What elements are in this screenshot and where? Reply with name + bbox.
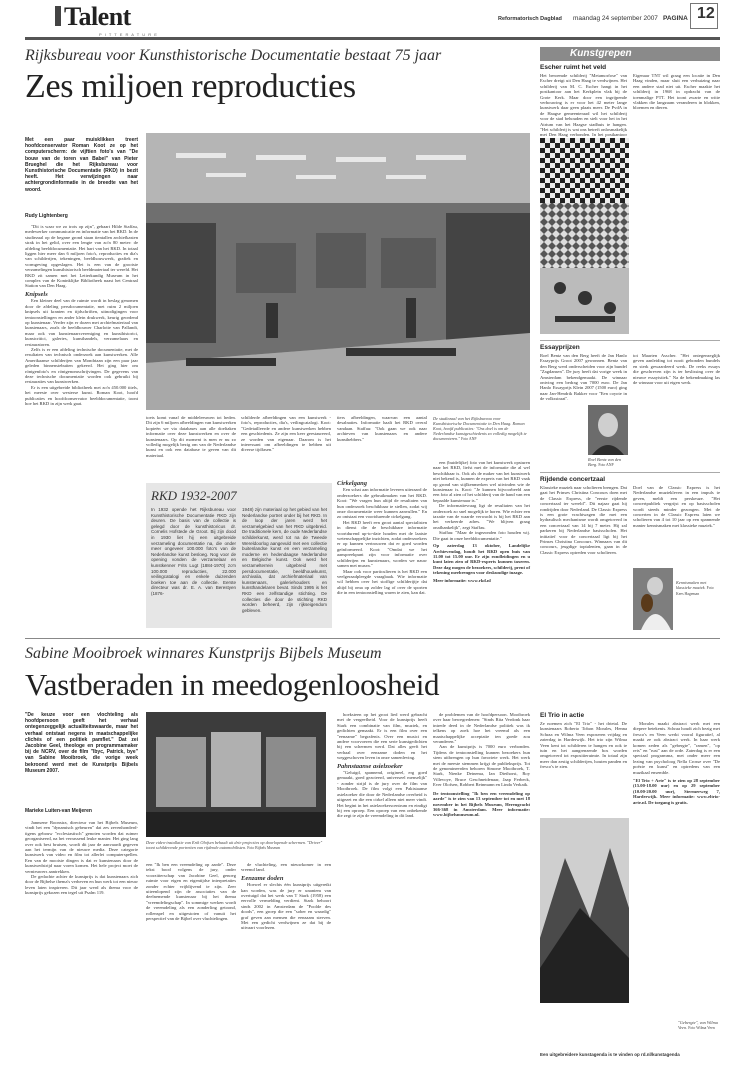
- section-subline: P I T T E R A T U R E: [99, 32, 158, 37]
- portrait-caption: [588, 457, 628, 468]
- gebergte-painting: [540, 818, 629, 1003]
- portrait-caption-text: Roel Bentz van den Berg.: [588, 457, 622, 467]
- painting-illustration: [540, 818, 629, 1003]
- article1-subhead-cirkelgang: Cirkelgang: [337, 480, 367, 487]
- article2-body-col5: [433, 712, 530, 1060]
- violin-illustration: [633, 568, 673, 630]
- kunstgrepen-item3-body: Klassieke muziek naar scholieren brengen. Dat gaat het Prinses Christina Concours doen met de Classic Express, de "eerste rijdende concertzaal ter wereld". Dit najaar gaat hij rondrijden door Nederland. De Classic Express is een grote vrachtwagen die met een hydraulisch mechanisme wordt omgetoverd in een concertzaal van 14 bij 7 meter. Hij zal parkeren bij Nederlandse basisscholen. Het initiatief voor de concertzaal ligt bij het Prinses Christina Concours. Winnaars van dit concours, jeugdige toptalenten, gaan in de Classic Express optreden voor scholieren.: [540, 485, 627, 555]
- studyroom-photo-caption: [433, 416, 530, 456]
- rkd-studyroom-photo: [146, 133, 530, 410]
- article1-p9: Het RKD heeft een groot aantal specialisten in dienst die de beschikbare informatie voortdurend up-to-date houden met de laatste wetenschappelijke inzichten, zodat onderzoekers er op kunnen vertrouwen dat er goed worden geïnformeerd. Koot: "Omdat we het aanspreekpunt zijn voor informatie over schilderijen en kunstenaars, worden we nauw samen met musea.": [337, 519, 427, 569]
- article2-exhibition-info: De tentoonstelling "Ik ben een vreemdeling op aarde" is te zien van 13 september tot en met 18 november in het Bijbels Museum, Herengracht 366-368 in Amsterdam. Meer informatie: www.bijbelsmuseum.nl.: [433, 790, 530, 818]
- violin-caption-text: Kennismaken met klassieke muziek.: [676, 580, 707, 590]
- studyroom-caption-credit: Foto ANP: [461, 437, 477, 441]
- article2-lead: "De keuze voor een vlochteling als hoofdpersoon geeft het verhaal ontegenzeggelijk actualiteitswaarde, maar het verhaal ontstaat negens in maatschappelijke clichés of een politiek pamflet." Dat zei Jacobine Geel, theologe en programmamaker bij de NCRV, over de film "Ibyc, Patrick, bye" van Sabine Mooibroek, die vorige week bekroond werd met de Kunstprijs Bijbels Museum 2007.: [25, 712, 138, 774]
- trio-body2: [633, 721, 720, 1021]
- kunstgrepen-item1-body3: [633, 138, 720, 334]
- article1-byline: Rudy Lightenberg: [25, 213, 68, 219]
- article1-p13: Staffau: "Maar de ingezonden foto houden wij. Die gaat in onze beelddocumentatie.": [433, 530, 530, 541]
- painting-caption-credit: Foto Wilma Veen: [688, 1026, 715, 1030]
- page-label: PAGINA: [663, 15, 688, 22]
- installation-caption: [146, 840, 326, 858]
- bentz-portrait-photo: [588, 405, 628, 455]
- installation-caption-credit: Foto Bijbels Museum: [247, 846, 281, 850]
- kunstgrepen-divider1: [540, 340, 720, 341]
- article1-p8: Een schat aan informatie leveren uiteraard de onderzoekers die gebruikmaken van het RKD. Koot: "We vragen hun altijd de resultaten van hun onderzoek beschikbaar te stellen, zodat wij onze documentatie weer kunnen aanvullen." En zo ontstaat een voortdurende cirkelgang.: [337, 487, 427, 520]
- article2-byline: Marieke Luiten-van Meijeren: [25, 808, 92, 814]
- studyroom-illustration: [146, 133, 530, 410]
- page-number: 12: [697, 5, 715, 22]
- violin-caption-credit: Foto Kees Hageman: [676, 586, 714, 596]
- violin-caption: [676, 580, 720, 597]
- article1-p2: Een kleiner deel van de ruimte wordt in beslag genomen door de afdeling persdocumentatie, met ruim 2 miljoen knipsels uit kranten en tijdschriften, uitnodigingen voor tentoonstellingen en ander klein drukwerk, keurig geordend op kunstenaar. Verder zijn er dozen met archiefmateriaal van kunstenaars, zoals de beeldhouwer Charlotte van Pallandt, maar ook van kunstenaarsvereniging en kunsthistorici, kunstcritici, galeries, kunsthandels, verzamelaars en restauratoren.: [25, 298, 138, 347]
- article2-headline: Vastberaden in meedogenloosheid: [25, 667, 440, 702]
- header-rule: [25, 37, 720, 40]
- article1-body-col1: [25, 224, 138, 542]
- kunstgrepen-item1-body2: Eigenaar TNT wil graag een locatie in Den Haag vinden, maar sluit een verhuizing naar een andere stad niet uit. Escher maakte het schilderij in 1968 in opdracht van de toenmalige PTT. Het toont zwarte en witte vlakken die langzaam veranderen in blokken, bloemen en dieren.: [633, 73, 720, 111]
- article1-body-col3: schilderde afbeeldingen van een kunstwerk - foto's, reproducties, dia's, veilingcatalogi. Koot: "Gedetailleerde en andere kunstwerken hebben een geschiedenis. Ze zijn een keer geestaureerd, ze worden van eigenaar. Daarom is het interessant om afbeeldingen te hebben uit diverse tijdfasen.": [241, 415, 331, 453]
- trio-p2: Morales maakt abstract werk met een diepere betekenis. Schraa houdt zich bezig met fresco's en Veen werkt vooral figuratief, al maakt ze ook abstract werk. In haar werk komen zeden als "gebergte", "ramen", "op reis" en "rust" aan de orde. Zaterdag is er een speciaal programma, met onder meer een lezing van psycholoog Nella Crosse over "De poëzie en kunst" en optredens van een muzikaal ensemble.: [633, 721, 720, 775]
- article1-p4: Er is een uitgebreide bibliotheek met zo'n 450.000 titels, het meeste over westerse kunst. Roman Koot, hoofd publicaties en hoofdconservator beelddocumentatie, toont hoe het RKD in zijn werk gaat.: [25, 384, 138, 406]
- mid-page-rule: [25, 638, 720, 639]
- article1-p1: "Dit is waar we zo trots op zijn", gebaart Hilde Staffau, medewerker communicatie en informatie van het RKD. In de studiezaal op de begane grond staan tientallen archiefkasten strak in het gelid, over een lengte van zo'n 80 meter: de afdeling beelddocumentatie. Het hart van het RKD. In totaal liggen hier meer dan 6 miljoen foto's, reproducties en dia's van schilderijen, tekeningen, beeldhouwwerk, grafiek en vormgeving opgeslagen. Het is een van de grootste verzamelingen kunsthistorisch beeldmateriaal ter wereld. Het RKD zit samen met het Letterkundig Museum in het complex van de Koninklijke Bibliotheek naast het Centraal Station van Den Haag.: [25, 224, 138, 289]
- article2-p8: Aan de kunstprijs is 7000 euro verbonden. Tijdens de tentoonstelling kunnen bezoekers hun stem uitbrengen op hun favoriete werk. Het werk met de meeste stemmen krijgt de publieksprijs. Tot de genomineerden behoren Simone Mooibroek, T. Stark, Nienke Deinema, Ian Diethorst, Roy Villevoye, Bruce Geschneidenaar, Jaap Ferbeck, Ever Olofsen, Robbert Reinmann en Linda Verkaik.: [433, 744, 530, 788]
- studyroom-caption-text: De studiezaal van het Rijksbureau voor Kunsthistorische Documentatie in Den Haag. Roman Koot, hoofd publicaties: "Ons doel is om de Nederlandse kunstgeschiedenis zo volledig mogelijk te documenteren.": [433, 416, 527, 441]
- kunstgrepen-item1-body: Het beroemde schilderij "Metamorfose" van Escher dreigt uit Den Haag te verdwijnen. Het schilderij van M. C. Escher hangt in het postkantoor aan het Kerkplein vlak bij de Grote Kerk. Maar door een ingrijpende verbouwing is er voor het 42 meter lange kunstwerk daar geen plaats meer. De PvdA in de Haagse gemeenteraad wil het schilderij voor de stad behouden en stelt voor het in het Atrium van het Haagse stadhuis te hangen. "Het schilderij is wat ons betreft onlosmakelijk met Den Haag verbonden. In het postkantoor: [540, 73, 627, 138]
- article2-p1: Jannsene Boonstra, directeur van het Bijbels Museum, vindt het een "dynamisch gebeuren" dat zes zevenhonderd-tigens gebouw "ecclesiastisch" genoten worden dat ruimer georganiseerd, na het verrassend leuke manier. Het ging lang over ook best bruisen, wordt dit jaar de aanvaardt gegeven aan het termijn van de nieuwe media. Deze categorie kunstwerk van video en film tot allerlei computerspellen. Een van de mooiste dingen is dat er kunstenaars door de kunstwedstrijd naar voren komen. Het hele project moet de vernieuwers aantrekken.: [25, 820, 138, 874]
- portrait-caption-credit: Foto ANP: [598, 463, 614, 467]
- article2-body-col2: een "Ik ben een vreemdeling op aarde". Deze tekst bood volgens de jury, onder voorzitterschap van Jacobine Geel, genoeg ruimte voor eigen en eigentijdse interpretaties zonder echter vrijblijvend te zijn. Zeer uiteenlopend zijn de associaties van de deelnemende kunstenaar bij het thema "vreemdelingschap". In sommige werken wordt de vreemdeling als een zonderling getoond, rollenspel en uitgestoten of vanuit het perspectief van de Bijbel over vluchtelingen.: [146, 862, 236, 922]
- portrait-illustration: [588, 405, 628, 455]
- rkd-box-col2: 1948) zijn materiaal op het gebied van het Nederlandse portret onder bij het RKD. In de loop der jaren werd het verzamelgebied van het RKD uitgebreid. De traditionele kern, de oude Nederlandse schilderkunst, werd tot na de Tweede Wereldoorlog aangevuld met een collectie buitenlandse kunst en een verzameling moderne en hedendaagse Nederlandse en Belgische kunst. Ook werd het verzamelterrein uitgebreid met persdocumentatie, beeldhouwkunst, archivalia, dat archiefmateriaal van kunstenaars, galeriehouders en kunsthandelaren bevat. Sinds 1995 is het RKD een zelfstandige stichting. De collecties die door de stichting RKD worden beheerd, zijn rijkseigendom gebleven.: [242, 507, 327, 613]
- article2-p4: Hoewel er slechts één kunstprijs uitgereikt kan worden, was de jury er unaniem van overtuigd dat het werk van T Stark (1958) een eervolle vermelding verdient. Stark behoort sinds 2002 in Amsterdam de "Poolde des doods", een groep die een "sober en waardig" graf geven aan mensen die eenzaam sterven. Met een gedicht verdwijnen ze dat bij de uitvaart voorlezen.: [241, 882, 331, 931]
- article1-lead: Met een paar muisklikken treert hoofdconservator Roman Koot ze op het computerscherm: de vijftien foto's van "De bouw van de toren van Babel" van Pieter Brueghel die het Rijksbureau voor Kunsthistorische Documentatie (RKD) in bezit heeft. Het verwijzingen naar achtergrondinformatie in de breedte van het woord.: [25, 137, 138, 193]
- article2-p5: hoeksteen op het groot lied werd gebracht met de vergeefheid. Voor de kunstprijs heeft Stark een combinatie van film, muziek, en gedichten gemaakt. Er is een film over een "eenzame" begrafenis. Over een musici en andere voorvoeren die een serie kunstgedichten bij een schermen werd. Dat alles geeft het verhaal over eenzame doden en het weggeschoven leven in onze samenleving.: [337, 712, 427, 761]
- article1-headline: Zes miljoen reproducties: [25, 68, 356, 105]
- paper-name: Reformatorisch Dagblad: [498, 16, 562, 22]
- article2-subhead-asielzoeker: Pahnstaanse asielzoeker: [337, 762, 403, 770]
- article1-body-col4: tiers afbeeldingen, waarvan een aantal desalnaties. Informatie haalt het RKD overal vandaan. Staffau: "Ook gaan we ook naar archieven van kunstenaars en andere kunsthebbers.": [337, 415, 427, 442]
- kunstgrepen-item2-body: Roel Bentz van den Berg heeft de Jan Hanlo Essayprijs Groot 2007 gewonnen. Bentz van den Berg werd onderscheiden voor zijn bundel "Zagdansen". De jury heeft dat vorige week in Amsterdam bekendgemaakt. De winnaar ontving een bedrag van 7000 euro. De Jan Hanlo Essayprijs Klein 2007 (1500 euro) ging naar Jan-Hendrik Bakker voor "Een coyote in de volksstraat".: [540, 353, 627, 402]
- article1-body-col2: toets komt vanaf de middeleeuwen tot heden. Dit zijn 6 miljoen afbeeldingen van kunstwerken kopieën we via databases aan alle doeltaken informatie over deze kunstwerken en over de kunstenaars. Op dit moment is men er nu zo volledig mogelijk bezig om van de Nederlandse kunst en ook een database te geven van dit materiaal.: [146, 415, 236, 458]
- header-logo-bar: [55, 6, 61, 26]
- article1-p10: Maar ook voor particulieren is het RKD een veelgeraadpleegde vraagbaak. Wie informatie wil hebben over het stoffige schilderijtje dat altijd bij oma op zolder lag of over de sporten die in een tentoonstelling waren te zien, kan dat.: [337, 568, 427, 596]
- kunstgrepen-divider2: [540, 472, 720, 473]
- article2-body-col1: [25, 820, 138, 1060]
- installation-illustration: [146, 712, 326, 837]
- driver-installation-photo: [146, 712, 326, 837]
- kunstgrepen-title: Kunstgrepen: [570, 48, 632, 59]
- rkd-box-col1: In 1932 opende het Rijksbureau voor Kunsthistorische Documentatie RKD zijn deuren. De basis van de collectie is gelegd door de kunsthistoricus dr. Cornelis Hofstede de Groot. Bij zijn dood in 1930 liet hij een uitgebreide verzameling documentatie na, die onder meer ongeveer 100.000 foto's van de Nederlandse kunst besloeg. Nog voor de opening vonden de verzamelaar en kunstkenner Frits Lugt (1884-1970) zo'n 100.000 reproducties, 22.000 veilingcatalogi en enkele duizenden boeken toe aan de collectie. Eerste directeur was dr. E. A. van Berestyen (1876-: [151, 507, 236, 596]
- kunstgrepen-item3-body2: Doel van de Classic Express is het Nederlandse muziekleven in een impuls te geven, meldt een perskeuze. "Het concertpubliek vergrijst en op basisscholen wordt steeds minder gezongen. Met de concerten in de Classic Express laten we scholieren van 4 tot 10 jaar op een spannende manier kennismaken met klassieke muziek.": [633, 485, 720, 528]
- article2-p7: de problemen van de hoofdpersoon. Mooibroek over haar bewegredenen: "Sinds Rita Verdonk haar intrede deed in de Nederlandse politiek was ik telkens op zoek hoe het vreemd als een maatschappelijke acceptatie ten goede zou veranderen.": [433, 712, 530, 745]
- violin-child-photo: [633, 568, 673, 630]
- kunstgrepen-item2-title: Essayprijzen: [540, 344, 580, 351]
- article1-open-day: Op zaterdag 13 oktober, Landelijke Archievendag, houdt het RKD open huis van 11.00 tot 15.00 uur. Er zijn rondleidingen en u kunt laten zien of RKD-experts kunnen taxeren. Deze dag mogen de bezoekers, schilderij, prent of tekening meebrengen voor deskundige inzage.: [433, 543, 530, 576]
- article1-kicker: Rijksbureau voor Kunsthistorische Documentatie bestaat 75 jaar: [25, 47, 442, 64]
- kunstgrepen-banner: [540, 47, 720, 61]
- escher-metamorphosis-image: [540, 138, 629, 334]
- kunstgrepen-item1-title: Escher ruimt het veld: [540, 64, 607, 71]
- kunstgrepen-item3-title: Rijdende concertzaal: [540, 476, 606, 483]
- trio-info: "El Trio + Arte" is te zien op 28 september (15.00-18.00 uur) en op 29 september (10.00-20.00 uur), Stermerweg 7, Harderwijk. Meer informatie: www.eltrio-arte.nl. De toegang is gratis.: [633, 778, 720, 805]
- article2-body-col3: [241, 862, 331, 1060]
- painting-caption: [678, 1020, 720, 1031]
- article1-body-col6: [433, 460, 530, 630]
- painting-caption-text: "Gebergte", van Wilma Veen.: [678, 1020, 718, 1030]
- article1-p11: een (buidelijke) foto van het kunstwerk opsturen naar het RKD, liefst met de informatie die al wel beschikbaar is. Ook als de maker van het kunstwerk niet bekend is, kunnen de experts van het RKD vaak op grond van stijlkenmerken wel uitvinden wie de kunstenaar is. Koot: "Je kunnen bijvoorbeeld aan een foto al zien of het schilderij van de hand van een bepaalde kunstenaar is.": [433, 460, 530, 503]
- article2-p6: "Geluigd, spannend, origineel, erg goed gemaakt, goed geacteerd, universeel menselijk" - zonder strijd is de jury over de film van Mooibroek. De film volgt een Pakistaanse asielzoeker die door de Nederlandse overheid is uitgezet en die een cirkel alleen niet meer vindt. Het begint in het asielzoekerscentrum en eindigt bij een oproep. Een oproep van een onbekende die zegt te zijn de vreemdeling in dit land.: [337, 770, 427, 819]
- kunstgrepen-item2-body2: tot Maarten Asscher. "Het ontegenzeglijk geven aanleiding tot nooit gebonden bundels en sterk gewaardeerd werk. De reeks essays die geschreven zijn is ter beslissing over de nieuwe essayistiek." Na de bekendmaking las de winnaar voor uit eigen werk.: [633, 353, 720, 386]
- issue-date: maandag 24 september 2007: [573, 15, 658, 22]
- page-header: [0, 0, 738, 40]
- section-title: Talent: [64, 2, 131, 31]
- article2-p3: de vluchteling, een nieuwkomer in een vreemd land.: [241, 862, 331, 873]
- escher-pattern: [540, 138, 629, 334]
- rkd-history-box: [146, 483, 332, 628]
- article2-kicker: Sabine Mooibroek winnares Kunstprijs Bijbels Museum: [25, 645, 382, 662]
- article1-subhead-knipsels: Knipsels: [25, 290, 48, 298]
- article1-p12: De informatievraag ligt de resultaten van het onderzoek zo snel mogelijk te horen. Wie echter een taxatie van de waarde verwacht is bij het RKD aan het verkeerde adres. "We blijven graag onafhankelijk", zegt Staffau.: [433, 503, 530, 530]
- article2-subhead-eenzame: Eenzame doden: [241, 874, 284, 882]
- article1-p3: Zelfs is er een afdeling technische documentatie, met de resultaten van technisch onderzoek aan kunstwerken. Alle Amerikaanse schilderijen van Mondriaan zijn een paar jaar geleden binnenstebuiten gekeerd. Het ging hier om röntgenfoto's en röntgenomschrijvingen. De gegevens van deze technische documentatie worden ook gebruikt bij restauraties van kunstwerken.: [25, 346, 138, 385]
- rkd-box-title: RKD 1932-2007: [151, 488, 237, 503]
- article2-body-col4: [337, 712, 427, 1060]
- article1-more-info: Meer informatie: www.rkd.nl: [433, 577, 491, 583]
- trio-title: El Trio in actie: [540, 712, 585, 719]
- installation-caption-text: Deze video-installatie van Erik Olofsen behaalt uit drie projecties op doorlopende schermen. "Driver" toont schilderende portretten van rijdende automobilisten.: [146, 840, 323, 850]
- kunstagenda-footer-note: Een uitgebreidere kunstagenda is te vinden op rd.nl/kunstagenda: [540, 1052, 680, 1057]
- article2-p2: De gedachte achter de kunstprijs is dat kunstenaars zich door de Bijbelse thema's verheven en hun werk tot een nieuw leven laten inspireren. Dit jaar werd als thema voor de kunstprijs gekozen een tegel uit Psalm 119.: [25, 874, 138, 896]
- article1-body-col5: [337, 478, 427, 628]
- trio-body: Ze noemen zich "El Trio" - het drietal. De kunstenaars Roberto Tobon Morales, Henna Schraa en Wilma Veen exposeren vrijdag en zaterdag in Harderwijk. Het trio zijn Wilma Veen kent tot schilderen te hangen en ook te tuin en het aangrenzende bos worden omgetoverd tot expositieruimte. In totaal zijn meer dan zestig schilderijen, houten panden en fresco's te zien.: [540, 721, 627, 770]
